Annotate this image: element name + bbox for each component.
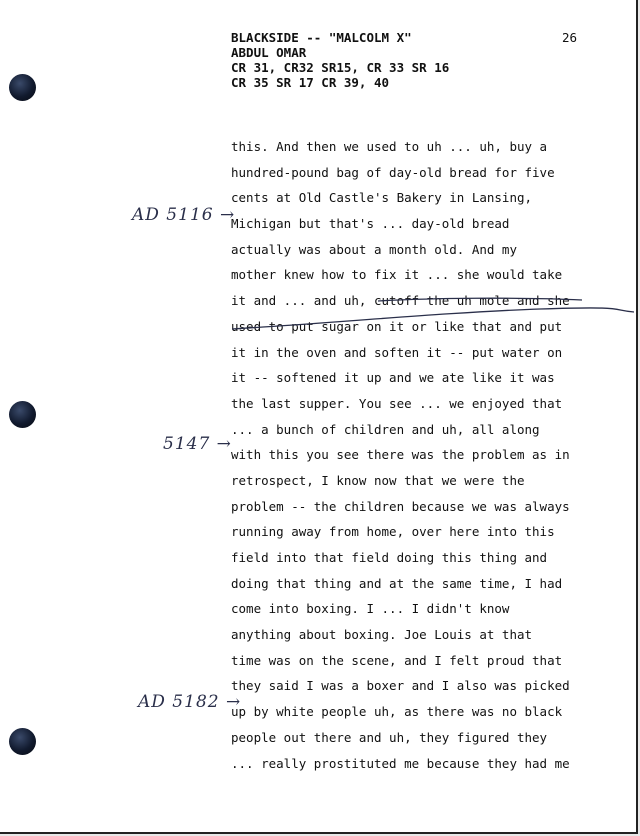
transcript-line: problem -- the children because we was always [231,498,570,514]
header-line: CR 35 SR 17 CR 39, 40 [231,75,390,90]
transcript-line: running away from home, over here into this [231,524,555,540]
header-line: CR 31, CR32 SR15, CR 33 SR 16 [231,60,450,75]
transcript-line: retrospect, I know now that we were the [231,472,525,488]
transcript-line: anything about boxing. Joe Louis at that [231,627,533,643]
transcript-line: it -- softened it up and we ate like it was [231,370,555,386]
underline-stroke-1 [378,298,582,301]
transcript-line: time was on the scene, and I felt proud that [231,652,563,668]
handwritten-note-ad-5182: AD 5182 → [138,692,242,712]
transcript-line: it in the oven and soften it -- put water on [231,344,563,360]
transcript-line: hundred-pound bag of day-old bread for five [231,164,555,180]
transcript-line: actually was about a month old. And my [231,241,517,257]
transcript-line: this. And then we used to uh ... uh, buy a [231,139,548,154]
transcript-line: ... a bunch of children and uh, all along [231,421,540,437]
transcript-line: up by white people uh, as there was no black [231,704,563,720]
transcript-line: they said I was a boxer and I also was picked [231,678,570,694]
transcript-line: field into that field doing this thing and [231,550,548,565]
transcript-line: the last supper. You see ... we enjoyed that [231,395,563,411]
transcript-line: with this you see there was the problem as in [231,447,570,463]
transcript-line: ... really prostituted me because they had me [231,755,570,771]
transcript-line: used to put sugar on it or like that and put [231,318,563,334]
header-line: BLACKSIDE -- "MALCOLM X" [231,30,412,45]
handwritten-note-ad-5116: AD 5116 → [132,205,236,225]
transcript-line: doing that thing and at the same time, I had [231,575,563,591]
page-number: 26 [562,30,578,45]
transcript-line: cents at Old Castle's Bakery in Lansing, [231,190,533,206]
transcript-line: mother knew how to fix it ... she would take [231,267,563,283]
transcript-line: it and ... and uh, cutoff the uh mole and she [231,293,570,309]
header-line: ABDUL OMAR [231,45,307,60]
transcript-line: people out there and uh, they figured they [231,729,548,745]
transcript-line: Michigan but that's ... day-old bread [231,216,510,232]
handwritten-note-5147: 5147 → [163,434,232,454]
underline-stroke-2 [232,308,634,329]
transcript-line: come into boxing. I ... I didn't know [231,601,510,617]
